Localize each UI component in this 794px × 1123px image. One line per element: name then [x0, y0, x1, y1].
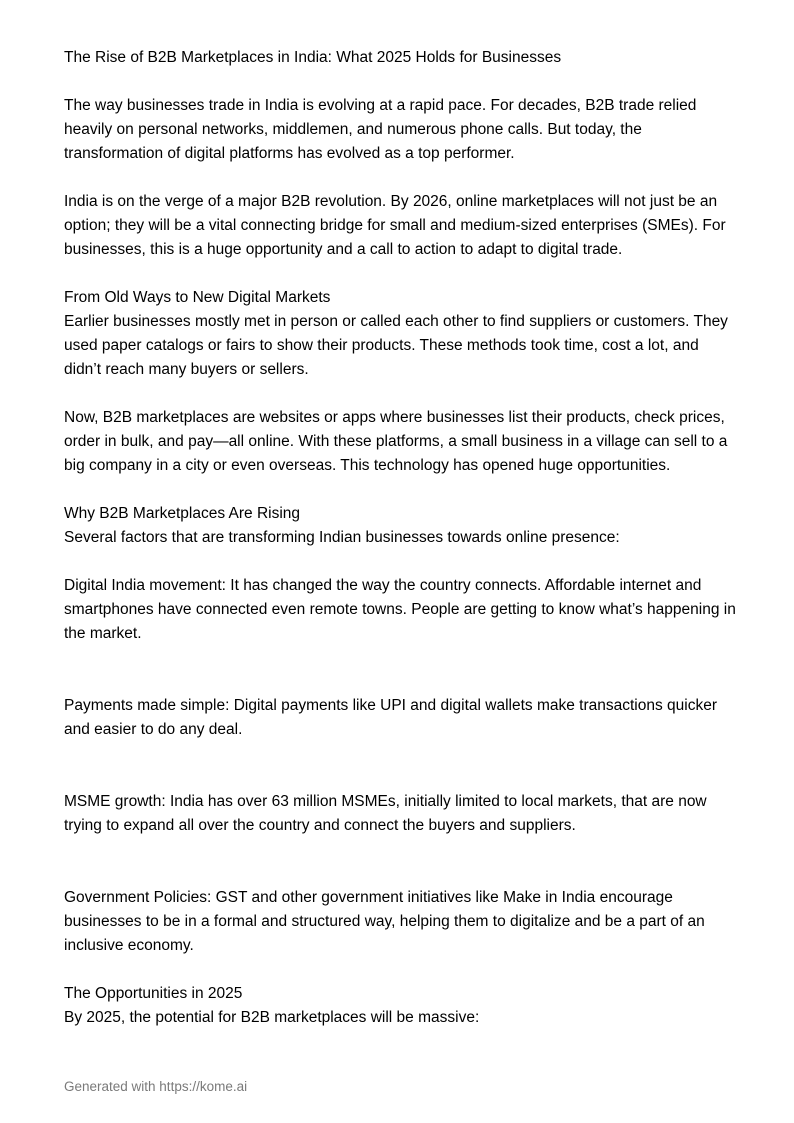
generated-footer: Generated with https://kome.ai	[64, 1079, 248, 1094]
factor-payments: Payments made simple: Digital payments like UPI and digital wallets make transactions quicker and easier to do any deal.	[64, 697, 718, 738]
section-2-lead: Several factors that are transforming Indian businesses towards online presence:	[64, 529, 620, 546]
section-3-lead: By 2025, the potential for B2B marketplaces will be massive:	[64, 1009, 480, 1026]
document-title: The Rise of B2B Marketplaces in India: What 2025 Holds for Businesses	[64, 49, 562, 66]
section-1-paragraph-1: Earlier businesses mostly met in person or called each other to find suppliers or customers. They used paper catalogs or fairs to show their products. These methods took time, cost a lot, and didn’t reach many buyers or sellers.	[64, 313, 728, 378]
intro-paragraph-2: India is on the verge of a major B2B revolution. By 2026, online marketplaces will not just be an option; they will be a vital connecting bridge for small and medium-sized enterprises (SMEs). For businesses, this is a huge opportunity and a call to action to adapt to digital trade.	[64, 193, 726, 258]
factor-digital-india: Digital India movement: It has changed the way the country connects. Affordable internet and smartphones have connected even remote towns. People are getting to know what’s happening in the market.	[64, 577, 736, 642]
section-heading-opportunities: The Opportunities in 2025	[64, 985, 243, 1002]
section-1-paragraph-2: Now, B2B marketplaces are websites or apps where businesses list their products, check prices, order in bulk, and pay—all online. With these platforms, a small business in a village can sell to a big company in a city or even overseas. This technology has opened huge opportunities.	[64, 409, 728, 474]
section-heading-old-ways: From Old Ways to New Digital Markets	[64, 289, 331, 306]
intro-paragraph-1: The way businesses trade in India is evolving at a rapid pace. For decades, B2B trade relied heavily on personal networks, middlemen, and numerous phone calls. But today, the transformation of digital platforms has evolved as a top performer.	[64, 97, 697, 162]
factor-government-policies: Government Policies: GST and other government initiatives like Make in India encourage businesses to be in a formal and structured way, helping them to digitalize and be a part of an inclusive economy.	[64, 889, 705, 954]
factor-msme-growth: MSME growth: India has over 63 million MSMEs, initially limited to local markets, that are now trying to expand all over the country and connect the buyers and suppliers.	[64, 793, 707, 834]
section-heading-why-rising: Why B2B Marketplaces Are Rising	[64, 505, 301, 522]
document-body	[64, 46, 736, 1030]
